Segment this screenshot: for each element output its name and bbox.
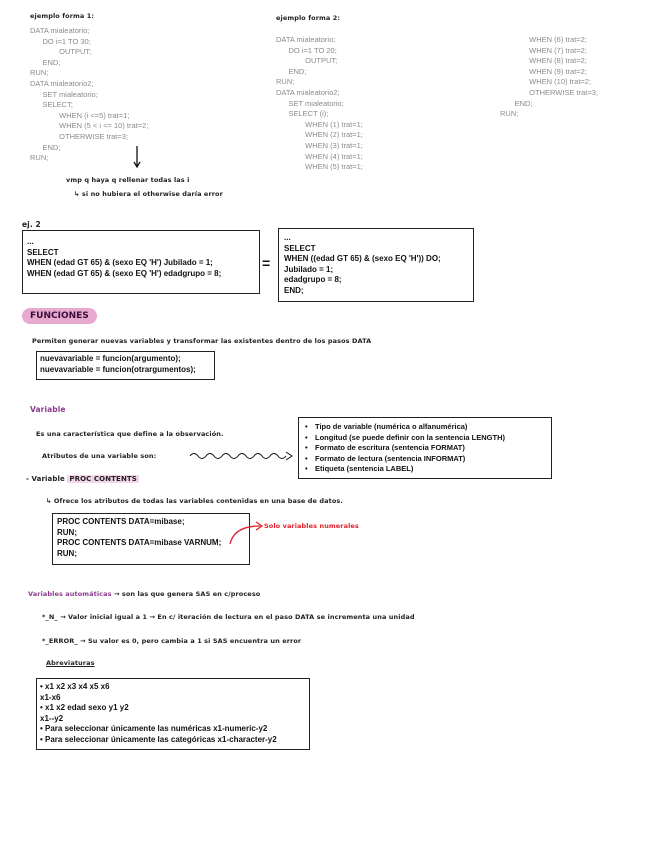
abbrev-line: • x1 x2 x3 x4 x5 x6	[40, 682, 110, 691]
code-line: OUTPUT;	[276, 56, 338, 66]
proc-note: Solo variables numerales	[264, 522, 359, 530]
funciones-box	[36, 351, 215, 380]
code-line: WHEN (8) trat=2;	[500, 56, 587, 66]
ejemplo2-title: ejemplo forma 2:	[276, 14, 341, 22]
code-line: WHEN (i <=5) trat=1;	[30, 110, 130, 120]
code-line: DO i=1 TO 30;	[30, 36, 91, 46]
code-line: WHEN (9) trat=2;	[500, 66, 587, 76]
auto-desc: → son las que genera SAS en c/proceso	[113, 590, 261, 598]
attribute-item: • Formato de escritura (sentencia FORMAT)	[303, 443, 547, 454]
code-line: OTHERWISE trat=3;	[500, 87, 599, 97]
code-line: WHEN (edad GT 65) & (sexo EQ 'H') edadgrupo = 8;	[27, 268, 222, 278]
code-line: DATA mialeatorio;	[276, 35, 336, 44]
proc-title	[26, 475, 139, 483]
code-line: edadgrupo = 8;	[284, 275, 342, 284]
code-line: SELECT (i);	[276, 109, 329, 119]
code-line: ...	[27, 237, 34, 246]
code-line: WHEN ((edad GT 65) & (sexo EQ 'H')) DO;	[284, 254, 441, 263]
arrow-down-icon	[132, 146, 142, 170]
funciones-desc: Permiten generar nuevas variables y transformar las existentes dentro de los pasos DATA	[32, 337, 372, 345]
proc-box	[52, 513, 250, 565]
code-line: WHEN (10) trat=2;	[500, 77, 592, 87]
equals-sign: =	[262, 255, 271, 271]
ej2-label: ej. 2	[22, 220, 41, 229]
red-arrow-icon	[228, 520, 268, 546]
code-line: DATA mialeatorio2;	[30, 78, 94, 88]
proc-title-highlight: PROC CONTENTS	[69, 475, 137, 483]
code-line: WHEN (1) trat=1;	[276, 119, 363, 129]
code-line: ...	[284, 233, 291, 242]
code-line: SELECT	[284, 243, 316, 253]
code-line: SELECT	[27, 247, 59, 257]
code-line: RUN;	[500, 109, 519, 119]
code-line: Jubilado = 1;	[284, 264, 334, 274]
funciones-title: FUNCIONES	[22, 308, 97, 324]
auto-title: Variables automáticas	[28, 590, 112, 598]
code-line: DATA mialeatorio2;	[276, 87, 340, 97]
ejemplo1-code	[30, 26, 148, 164]
code-line: nuevavariable = funcion(otrargumentos);	[40, 364, 196, 374]
attribute-item: • Tipo de variable (numérica o alfanumérica)	[303, 422, 547, 433]
code-line: OUTPUT;	[30, 47, 92, 57]
code-line: WHEN (2) trat=1;	[276, 130, 363, 140]
code-line: RUN;	[57, 548, 77, 558]
code-line: RUN;	[276, 77, 295, 87]
code-line: END;	[284, 285, 304, 295]
abrev-box	[36, 678, 310, 750]
attribute-item: • Etiqueta (sentencia LABEL)	[303, 464, 547, 475]
ejemplo2-code-left	[276, 35, 363, 173]
code-line: WHEN (4) trat=1;	[276, 151, 363, 161]
code-line: PROC CONTENTS DATA=mibase;	[57, 517, 185, 526]
proc-desc: ↳ Ofrece los atributos de todas las variables contenidas en una base de datos.	[46, 497, 343, 505]
attribute-item: • Longitud (se puede definir con la sentencia LENGTH)	[303, 433, 547, 444]
abbrev-line: • Para seleccionar únicamente las numéricas x1-numeric-y2	[40, 724, 268, 733]
variable-title: Variable	[30, 405, 66, 414]
code-line: SET mialeatorio;	[276, 98, 344, 108]
code-line: END;	[30, 57, 61, 67]
code-line: DATA mialeatorio;	[30, 26, 90, 35]
variable-atributos: Atributos de una variable son:	[42, 452, 157, 460]
code-line: WHEN (edad GT 65) & (sexo EQ 'H') Jubilado = 1;	[27, 258, 213, 267]
abrev-title: Abreviaturas	[46, 659, 95, 667]
code-line: RUN;	[30, 153, 49, 163]
code-line: WHEN (5) trat=1;	[276, 162, 363, 172]
variable-def: Es una característica que define a la observación.	[36, 430, 224, 438]
wavy-arrow-icon	[188, 449, 296, 463]
ejemplo1-title: ejemplo forma 1:	[30, 12, 95, 20]
atributos-box	[298, 417, 552, 479]
code-line: END;	[30, 142, 61, 152]
code-line: DO i=1 TO 20;	[276, 45, 337, 55]
ej2-box-1	[22, 230, 260, 294]
code-line: WHEN (5 < i <= 10) trat=2;	[30, 121, 149, 131]
auto-heading	[28, 590, 260, 598]
code-line: WHEN (6) trat=2;	[500, 35, 587, 44]
abbrev-line: • x1 x2 edad sexo y1 y2	[40, 703, 129, 712]
abbrev-line: x1--y2	[40, 713, 64, 723]
code-line: OTHERWISE trat=3;	[30, 131, 129, 141]
code-line: END;	[276, 66, 307, 76]
ejemplo2-code-right	[500, 35, 598, 120]
ej2-box-2	[278, 228, 474, 302]
code-line: RUN;	[57, 527, 77, 537]
auto-error-line: *_ERROR_ → Su valor es 0, pero cambia a 1 si SAS encuentra un error	[42, 637, 302, 645]
ejemplo1-note2: ↳ si no hubiera el otherwise daría error	[74, 190, 223, 198]
code-line: PROC CONTENTS DATA=mibase VARNUM;	[57, 538, 222, 547]
proc-title-prefix: - Variable	[26, 475, 65, 483]
code-line: SELECT;	[30, 100, 73, 110]
abbrev-line: • Para seleccionar únicamente las categóricas x1-character-y2	[40, 734, 277, 744]
auto-n-line: *_N_ → Valor inicial igual a 1 → En c/ iteración de lectura en el paso DATA se incrementa una unidad	[42, 613, 415, 621]
attribute-item: • Formato de lectura (sentencia INFORMAT)	[303, 454, 547, 465]
ejemplo1-note1: vmp q haya q rellenar todas las i	[66, 176, 190, 184]
abbrev-line: x1-x6	[40, 692, 61, 702]
code-line: END;	[500, 98, 533, 108]
code-line: SET mialeatorio;	[30, 89, 98, 99]
code-line: nuevavariable = funcion(argumento);	[40, 354, 181, 363]
code-line: WHEN (3) trat=1;	[276, 140, 363, 150]
code-line: RUN;	[30, 68, 49, 78]
code-line: WHEN (7) trat=2;	[500, 45, 587, 55]
